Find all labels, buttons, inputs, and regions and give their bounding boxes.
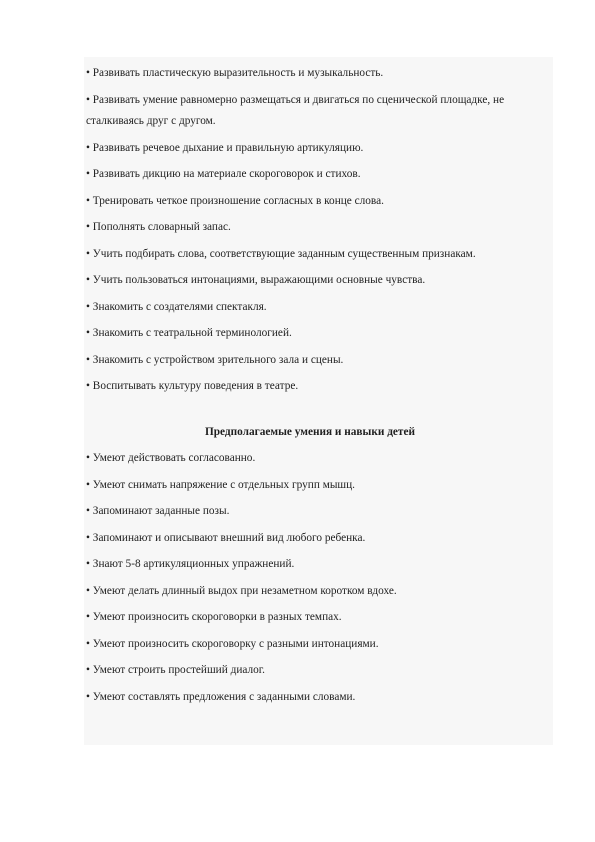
goals-list bbox=[86, 63, 534, 398]
list-item: • Знакомить с театральной терминологией. bbox=[86, 327, 292, 339]
list-item: • Умеют составлять предложения с заданными словами. bbox=[86, 690, 356, 703]
list-item: • Знакомить с устройством зрительного зала и сцены. bbox=[86, 353, 344, 366]
list-item: • Запоминают и описывают внешний вид любого ребенка. bbox=[86, 531, 366, 544]
document-content bbox=[86, 63, 534, 713]
list-item: • Умеют строить простейший диалог. bbox=[86, 664, 265, 676]
list-item: • Тренировать четкое произношение согласных в конце слова. bbox=[86, 194, 384, 207]
list-item: • Умеют произносить скороговорку с разными интонациями. bbox=[86, 637, 379, 650]
list-item: • Развивать речевое дыхание и правильную артикуляцию. bbox=[86, 141, 364, 154]
list-item: • Развивать умение равномерно размещаться и двигаться по сценической площадке, не сталкиваясь друг с другом. bbox=[86, 93, 505, 127]
list-item: • Пополнять словарный запас. bbox=[86, 221, 231, 233]
list-item: • Развивать пластическую выразительность и музыкальность. bbox=[86, 67, 384, 79]
list-item: • Учить пользоваться интонациями, выражающими основные чувства. bbox=[86, 274, 426, 286]
list-item: • Знают 5-8 артикуляционных упражнений. bbox=[86, 558, 295, 570]
list-item: • Воспитывать культуру поведения в театре. bbox=[86, 380, 299, 392]
skills-list bbox=[86, 448, 534, 708]
list-item: • Учить подбирать слова, соответствующие заданным существенным признакам. bbox=[86, 247, 476, 260]
list-item: • Развивать дикцию на материале скороговорок и стихов. bbox=[86, 168, 361, 180]
list-item: • Запоминают заданные позы. bbox=[86, 505, 230, 517]
section-heading: Предполагаемые умения и навыки детей bbox=[204, 425, 415, 438]
list-item: • Знакомить с создателями спектакля. bbox=[86, 300, 267, 313]
list-item: • Умеют делать длинный выдох при незаметном коротком вдохе. bbox=[86, 584, 397, 597]
list-item: • Умеют произносить скороговорки в разных темпах. bbox=[86, 611, 342, 623]
list-item: • Умеют действовать согласованно. bbox=[86, 452, 256, 464]
list-item: • Умеют снимать напряжение с отдельных групп мышц. bbox=[86, 478, 356, 491]
